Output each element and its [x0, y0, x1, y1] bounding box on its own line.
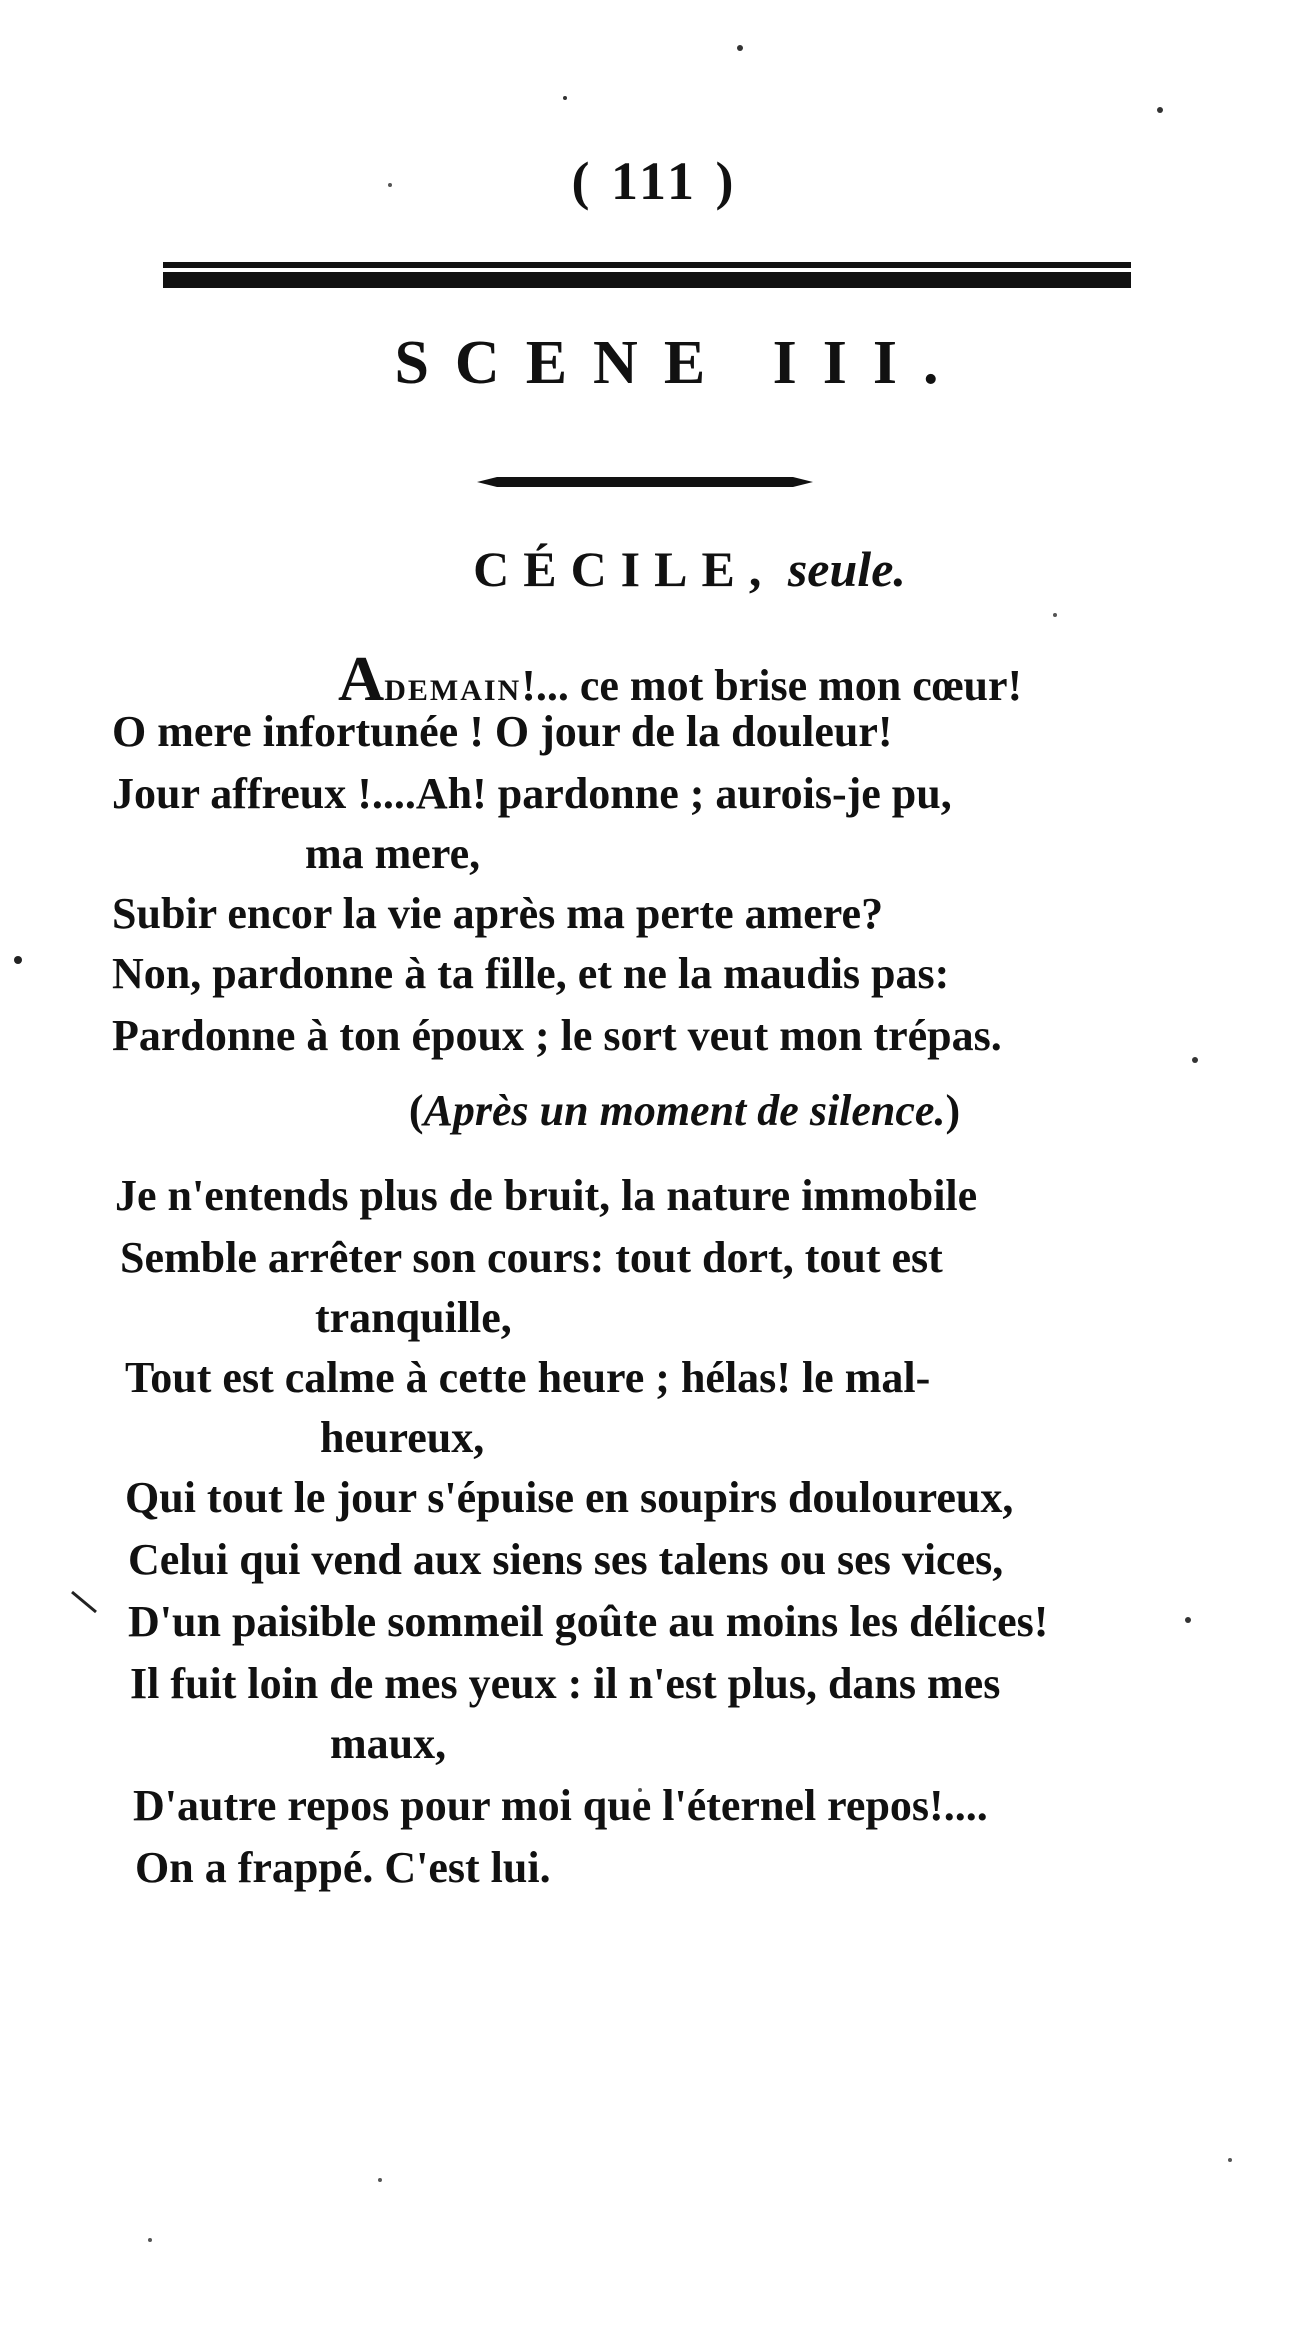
verse-line: Tout est calme à cette heure ; hélas! le mal- [125, 1353, 931, 1402]
page-number: ( 111 ) [571, 151, 738, 211]
verse-line-opening [338, 642, 1022, 716]
stage-close-paren: ) [945, 1086, 961, 1135]
verse-line: Qui tout le jour s'épuise en soupirs douloureux, [125, 1473, 1014, 1522]
verse-line: Il fuit loin de mes yeux : il n'est plus, dans mes [130, 1659, 1001, 1708]
verse-line: Jour affreux !....Ah! pardonne ; aurois-je pu, [112, 769, 952, 818]
verse-line: Pardonne à ton époux ; le sort veut mon trépas. [112, 1011, 1002, 1060]
verse-line-continuation: heureux, [320, 1413, 485, 1462]
verse-line: Semble arrêter son cours: tout dort, tout est [120, 1233, 943, 1282]
verse-line-continuation: ma mere, [305, 829, 481, 878]
verse-line: Celui qui vend aux siens ses talens ou ses vices, [128, 1535, 1004, 1584]
top-rule [163, 258, 1131, 292]
verse-line-continuation: tranquille, [315, 1293, 512, 1342]
verse-line-continuation: maux, [330, 1719, 447, 1768]
opening-rest: !... ce mot brise mon cœur! [521, 661, 1023, 710]
small-caps-word: DEMAIN [384, 674, 522, 707]
stage-open-paren: ( [408, 1086, 424, 1135]
stage-direction-text: Après un moment de silence. [423, 1086, 946, 1135]
verse-line: D'autre repos pour moi que l'éternel repos!.... [133, 1781, 988, 1830]
speaker-name: CÉCILE, [473, 541, 776, 597]
section-rule [477, 473, 813, 491]
stage-direction [0, 1085, 1309, 1136]
verse-line: On a frappé. C'est lui. [135, 1843, 551, 1892]
scene-heading: SCENE III. [394, 329, 965, 397]
verse-line: Subir encor la vie après ma perte amere? [112, 889, 884, 938]
verse-line: Non, pardonne à ta fille, et ne la maudis pas: [112, 949, 950, 998]
speaker-direction: seule. [787, 541, 906, 597]
speaker-heading [0, 540, 1309, 598]
verse-line: Je n'entends plus de bruit, la nature immobile [115, 1171, 978, 1220]
verse-line: D'un paisible sommeil goûte au moins les délices! [128, 1597, 1049, 1646]
drop-cap: A [338, 643, 385, 714]
verse-line: O mere infortunée ! O jour de la douleur! [112, 707, 893, 756]
